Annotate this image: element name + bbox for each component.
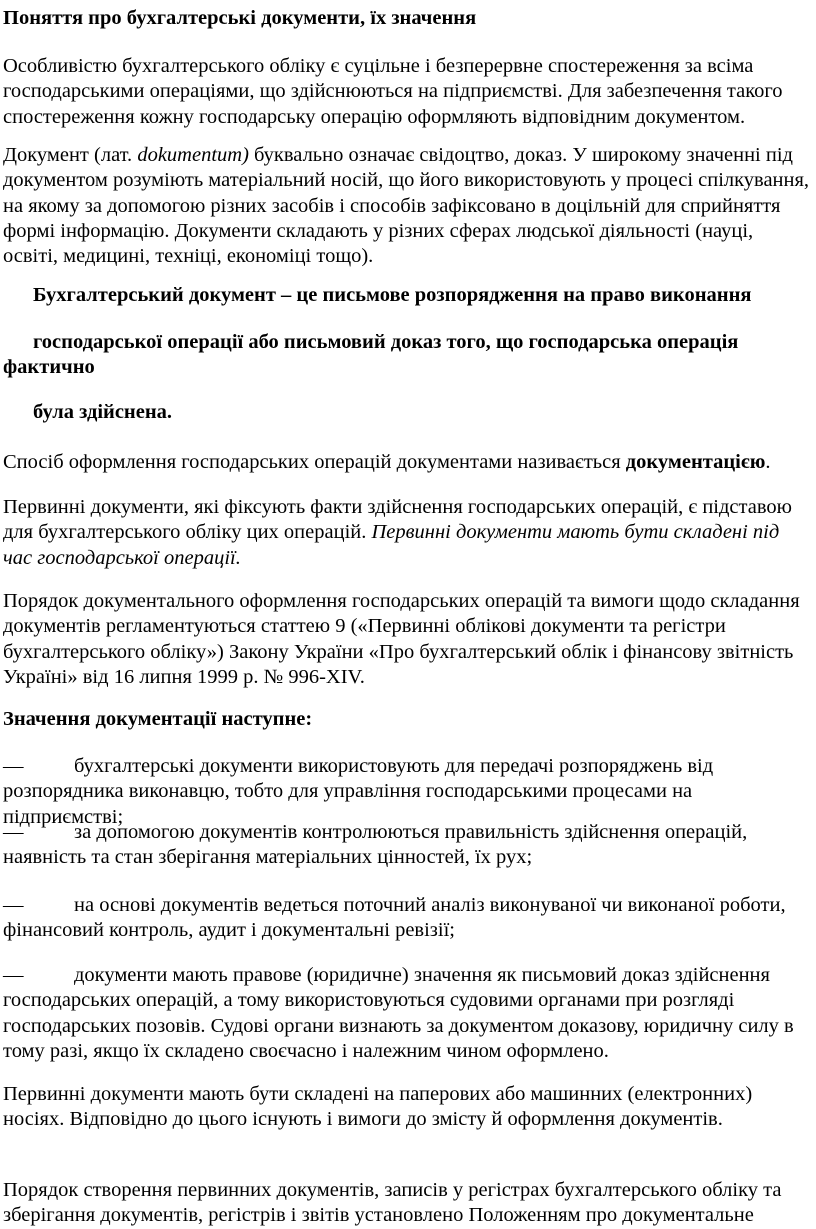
p3-term-documentation: документацією bbox=[625, 451, 766, 473]
paragraph-media: Первинні документи мають бути складені на паперових або машинних (електронних) носіях. Відповідно до цього існують і вимоги до змісту й оформлення документів. bbox=[3, 1083, 753, 1131]
list-item-continuation: господарських операцій, а тому використовуються судовими органами при розгляді господарських позовів. Судові органи визнають за документом доказову, юридичну силу в тому разі, якщо їх складено своєчасно і належним чином оформлено. bbox=[3, 989, 794, 1062]
dash-bullet: — bbox=[3, 821, 24, 843]
list-item bbox=[3, 893, 813, 944]
definition-line-2a: господарської операції або письмовий доказ того, що господарська операція bbox=[33, 331, 739, 353]
paragraph-document-definition bbox=[3, 143, 813, 269]
p3-after: . bbox=[765, 451, 771, 473]
paragraph-intro: Особливістю бухгалтерського обліку є суцільне і безперервне спостереження за всіма господарськими операціями, що здійснюються на підприємстві. Для забезпечення такого спостереження кожну господарську операцію оформляють відповідним документом. bbox=[3, 55, 783, 128]
list-item-first-line: — на основі документів ведеться поточний аналіз виконуваної чи виконаної роботи, bbox=[3, 893, 813, 918]
p2-before: Документ (лат. bbox=[3, 144, 138, 166]
subheading-documentation-value: Значення документації наступне: bbox=[3, 708, 313, 730]
list-item-first-line: — бухгалтерські документи використовують для передачі розпоряджень від bbox=[3, 754, 813, 779]
list-item bbox=[3, 754, 813, 830]
definition-line-2b: фактично bbox=[3, 356, 95, 379]
definition-line-3: була здійснена. bbox=[33, 401, 173, 423]
definition-line-2 bbox=[3, 330, 813, 381]
list-item bbox=[3, 820, 813, 871]
p3-before: Спосіб оформлення господарських операцій документами називається bbox=[3, 451, 626, 473]
paragraph-regulation: Порядок документального оформлення господарських операцій та вимоги щодо складання документів регламентуються статтею 9 («Первинні облікові документи та регістри бухгалтерського обліку») Закону України «Про бухгалтерський облік і фінансову звітність Україні» від 16 липня 1999 р. № 996-XIV. bbox=[3, 590, 800, 688]
list-item-continuation: розпорядника виконавцю, тобто для управління господарськими процесами на підприємстві; bbox=[3, 780, 693, 828]
document-title: Поняття про бухгалтерські документи, їх значення bbox=[3, 7, 477, 29]
p4-italic-rule: Первинні документи мають бути складені під час господарської операції. bbox=[3, 521, 780, 569]
p4-before: Первинні документи, які фіксують факти здійснення господарських операцій, є підставою для бухгалтерського обліку цих операцій. bbox=[3, 496, 792, 544]
list-item-first-line: — за допомогою документів контролюються правильність здійснення операцій, bbox=[3, 820, 813, 845]
list-item-first-line: — документи мають правове (юридичне) значення як письмовий доказ здійснення bbox=[3, 963, 813, 988]
p2-after: буквально означає свідоцтво, доказ. У широкому значенні під документом розуміють матеріальний носій, що його використовують у процесі спілкування, на якому за допомогою різних засобів і способів зафіксовано в доцільній для сприйняття формі інформацію. Документи складають у різних сферах людської діяльності (науці, освіті, медицині, техніці, економіці тощо). bbox=[3, 144, 810, 268]
list-item-continuation: фінансовий контроль, аудит і документальні ревізії; bbox=[3, 919, 455, 942]
p2-latin-term: dokumentum) bbox=[137, 144, 249, 166]
dash-bullet: — bbox=[3, 755, 24, 777]
definition-line-1: Бухгалтерський документ – це письмове розпорядження на право виконання bbox=[33, 284, 752, 306]
list-item bbox=[3, 963, 813, 1064]
paragraph-documentation bbox=[3, 450, 813, 475]
paragraph-procedure: Порядок створення первинних документів, записів у регістрах бухгалтерського обліку та зберігання документів, регістрів і звітів установлено Положенням про документальне bbox=[3, 1179, 782, 1227]
list-item-continuation: наявність та стан зберігання матеріальних цінностей, їх рух; bbox=[3, 846, 533, 869]
dash-bullet: — bbox=[3, 964, 24, 986]
paragraph-primary-documents bbox=[3, 495, 813, 571]
dash-bullet: — bbox=[3, 894, 24, 916]
